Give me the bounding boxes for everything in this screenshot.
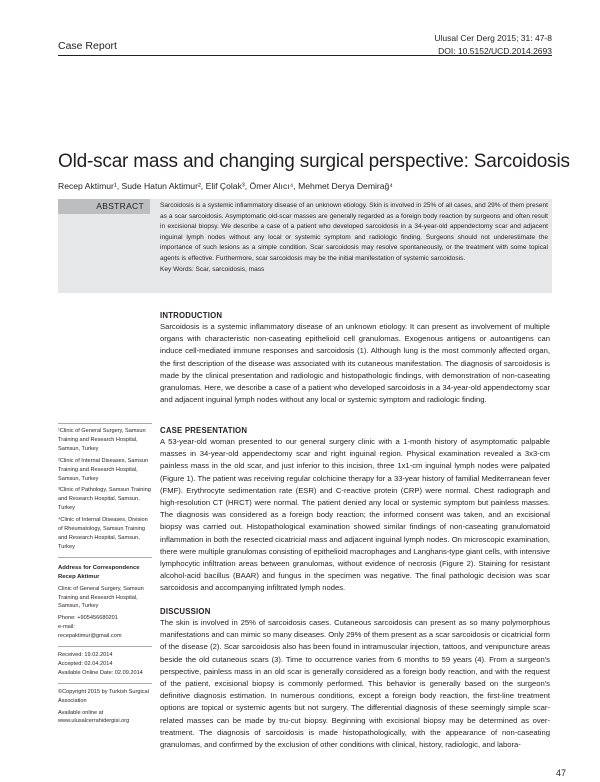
affiliation: ⁴Clinic of Internal Diseases, Division of Rheumatology, Samsun Training and Research Hospital, Samsun, Turkey <box>58 517 148 550</box>
introduction-heading: INTRODUCTION <box>160 311 223 320</box>
received-date: Received: 19.02.2014 <box>58 652 113 659</box>
keywords: Key Words: Scar, sarcoidosis, mass <box>160 265 265 273</box>
abstract-label: ABSTRACT <box>58 199 150 214</box>
affiliation: ³Clinic of Pathology, Samsun Training and Research Hospital, Samsun, Turkey <box>58 487 151 512</box>
affiliation: ²Clinic of Internal Diseases, Samsun Training and Research Hospital, Samsun, Turkey <box>58 457 149 482</box>
copyright: ©Copyright 2015 by Turkish Surgical Association <box>58 688 149 704</box>
correspondence-address: Clinic of General Surgery, Samsun Training and Research Hospital, Samsun, Turkey <box>58 585 144 610</box>
introduction-text: Sarcoidosis is a systemic inflammatory disease of an unknown etiology. It can present as involvement of multiple organs with characteristic non-caseating epithelioid cell granulomas. Exogenous antigens or autoantigens can induce cell-mediated immune responses and sarcoidosis (1). Although lung is the most commonly affected organ, the first description of the disease was associated with its cutaneous manifestation. The diagnosis of sarcoidosis is made by the clinical presentation and radiologic and histopathologic findings, with demonstration of non-caseating granulomas. Here, we describe a case of a patient who developed sarcoidosis in a 34-year-old appendectomy scar and adjacent inguinal lymph nodes without any local or systemic symptom and radiologic finding. <box>160 322 550 405</box>
discussion-section <box>160 607 550 751</box>
email-label: e-mail: <box>58 624 75 631</box>
journal-citation: Ulusal Cer Derg 2015; 31: 47-8 <box>434 33 552 43</box>
discussion-text: The skin is involved in 25% of sarcoidosis cases. Cutaneous sarcoidosis can present as so many polymorphous manifestations and can mimic so many diseases. Only 29% of them present as a scar sarcoidosis or cicatricial form of the disease (2). Scar sarcoidosis also has been found in intramuscular injection, tattoos, and venipuncture areas beside the old cutaneous scars (3). Time to occurrence varies from 6 months to 59 years (4). From a surgeon's perspective, painless mass in an old scar is generally considered as a foreign body reaction, and with the request of the patient, excisional biopsy is commonly performed. This behavior is generally based on the surgeon's definitive diagnosis estimation. In numerous conditions, except a foreign body reaction, the first-line treatment options are topical or systemic agents but not surgery. The differential diagnosis of these seemingly simple scar-related masses can be made by tru-cut biopsy. Beginning with excisional biopsy may be determined as over-treatment. The diagnosis of sarcoidosis is made histopathologically, with the appearance of non-caseating granulomas, and confirmed by the exclusion of other conditions with clinical, history, radiologic, and labora- <box>160 618 550 750</box>
introduction-section <box>160 311 550 406</box>
abstract-body <box>160 201 548 275</box>
section-label: Case Report <box>58 40 117 52</box>
abstract-text: Sarcoidosis is a systemic inflammatory disease of an unknown etiology. Skin is involved in 25% of all cases, and 29% of them present as a scar sarcoidosis. Asymptomatic old-scar masses are generally regarded as a foreign body reaction by surgeons and often result in excisional biopsy. We describe a case of a patient who developed sarcoidosis in a 34-year-old appendectomy scar and adjacent inguinal lymph nodes without any local or systemic symptom and radiologic finding. Surgeons should not underestimate the importance of such lesions as a simple condition. Scar sarcoidosis may resolve spontaneously, or the treatment with some topical agents is effective. Furthermore, scar sarcoidosis may be the initial manifestation of systemic sarcoidosis. <box>160 202 548 262</box>
case-presentation-text: A 53-year-old woman presented to our general surgery clinic with a 1-month history of asymptomatic palpable masses in 34-year-old appendectomy scar and right inguinal region. Physical examination revealed a 3x3-cm painless mass in the old scar, and just inferior to this incision, three 1x1-cm inguinal lymph nodes were palpated (Figure 1). The patient was receiving regular colchicine therapy for a 33-year history of familial Mediterranean fever (FMF). Erythrocyte sedimentation rate (ESR) and C-reactive protein (CRP) were normal. Chest radiograph and high-resolution CT (HRCT) were normal. The patient denied any local or systemic symptom but painless masses. The diagnosis was considered as a foreign body reaction; the informed consent was taken, and an excisional biopsy was carried out. Histopathological examination showed similar findings of non-caseating granulomatoid inflammation in both the resected cicatricial mass and adjacent inguinal lymph nodes. On microscopic examination, there were multiple granulomas consisting of epithelioid macrophages and Langhans-type giant cells, with intensive lymphocytic infiltration areas between granulomas, without evidence of necrosis (Figure 2). Staining for resistant alcohol-acid bacillus (BAAR) and fungus in the specimen was negative. The final pathologic decision was scar sarcoidosis and accompanying infiltrated lymph nodes. <box>160 437 550 593</box>
accepted-date: Accepted: 02.04.2014 <box>58 660 113 667</box>
sidebar-divider <box>58 646 152 647</box>
sidebar-rule <box>58 423 152 424</box>
article-title: Old-scar mass and changing surgical perspective: Sarcoidosis <box>58 151 570 172</box>
case-presentation-section <box>160 426 550 595</box>
email-link[interactable]: recepaktimur@gmail.com <box>58 633 122 640</box>
doi[interactable]: DOI: 10.5152/UCD.2014.2693 <box>438 46 552 56</box>
available-online-label: Available online at <box>58 709 104 716</box>
discussion-heading: DISCUSSION <box>160 607 211 616</box>
phone: Phone: +905456680201 <box>58 615 118 622</box>
online-date: Available Online Date: 02.09.2014 <box>58 669 143 676</box>
affiliation: ¹Clinic of General Surgery, Samsun Training and Research Hospital, Samsun, Turkey <box>58 428 146 452</box>
sidebar <box>58 427 152 729</box>
author-list: Recep Aktimur¹, Sude Hatun Aktimur², Elif Çolak³, Ömer Alıcı⁴, Mehmet Derya Demirağ⁴ <box>58 181 394 191</box>
correspondence-heading: Address for Correspondence Recep Aktimur <box>58 564 140 580</box>
page-number: 47 <box>555 768 566 778</box>
sidebar-divider <box>58 557 152 558</box>
journal-info <box>434 32 552 58</box>
sidebar-divider <box>58 683 152 684</box>
case-presentation-heading: CASE PRESENTATION <box>160 426 248 435</box>
journal-website-link[interactable]: www.ulusalcerrahidergisi.org <box>58 718 130 725</box>
